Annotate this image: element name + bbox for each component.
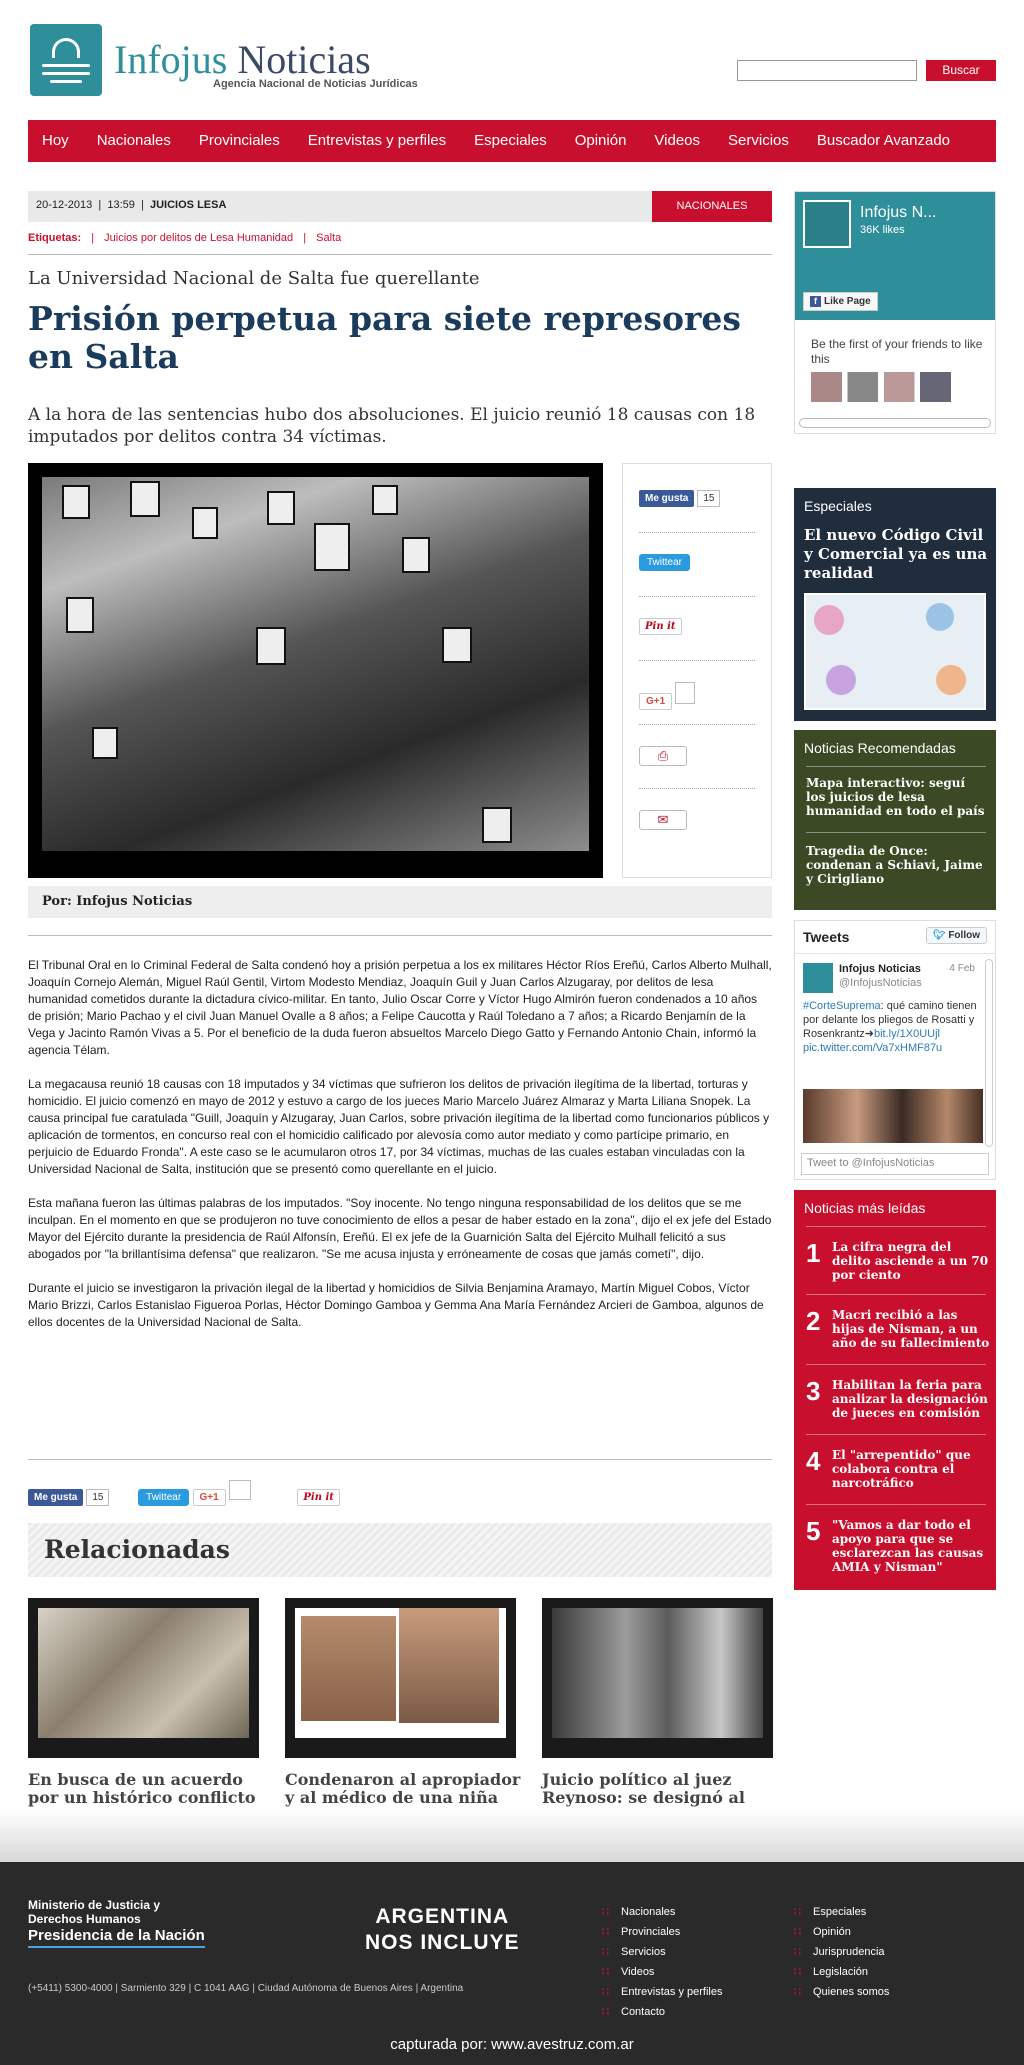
article-kicker: La Universidad Nacional de Salta fue querellante (28, 268, 480, 289)
most-read-rank: 5 (806, 1516, 821, 1546)
brand-infojus: Infojus (114, 37, 228, 82)
footer-link[interactable]: Entrevistas y perfiles (621, 1986, 723, 1998)
article-body (28, 957, 772, 1348)
most-read-rank: 3 (806, 1376, 821, 1406)
scrollbar[interactable] (985, 959, 993, 1147)
like-count: 15 (697, 490, 720, 507)
divider (28, 1459, 772, 1460)
article-lead: A la hora de las sentencias hubo dos absoluciones. El juicio reunió 18 causas con 18 imputados por delitos contra 34 víctimas. (28, 405, 756, 447)
footer-ministry[interactable]: Ministerio de Justicia y Derechos Humanos (28, 1898, 161, 1926)
gplus-count (675, 682, 695, 704)
tweet-link[interactable]: bit.ly/1X0UUjl (873, 1028, 940, 1040)
gplus-count (229, 1480, 251, 1500)
facebook-icon: f (810, 296, 821, 307)
tweets-heading: Tweets (803, 929, 850, 945)
section-badge[interactable]: NACIONALES (652, 191, 772, 222)
site-brand[interactable] (114, 38, 371, 82)
footer-address: (+5411) 5300-4000 | Sarmiento 329 | C 1041 AAG | Ciudad Autónoma de Buenos Aires | Argentina (28, 1983, 464, 1994)
article-byline: Por: Infojus Noticias (28, 886, 772, 918)
like-page-label: Like Page (824, 296, 871, 307)
most-read-heading: Noticias más leídas (804, 1200, 926, 1216)
footer-fade (0, 1808, 1024, 1862)
tweet-body: : qué camino tienen por delante los pliegos de Rosatti y Rosenkrantz➜ (803, 1000, 977, 1040)
facebook-like-button[interactable]: Me gusta (28, 1489, 83, 1506)
tags: Etiquetas: | Juicios por delitos de Lesa Humanidad | Salta (28, 232, 342, 244)
tweet-photo[interactable] (803, 1089, 983, 1143)
facebook-cover[interactable] (795, 192, 995, 320)
brand-tagline: Agencia Nacional de Noticias Jurídicas (213, 78, 418, 90)
infojus-logo-icon[interactable] (30, 24, 102, 96)
facebook-like-page-button[interactable] (803, 292, 878, 311)
footer-link[interactable]: Especiales (813, 1906, 867, 1918)
especiales-image[interactable] (804, 593, 986, 710)
article-paragraph: Esta mañana fueron las últimas palabras de los imputados. "Soy inocente. No tengo ninguna responsabilidad de los delitos que se me inculpan. En el momento en que se produjeron no tuve conocimiento de ellos a pesar de haber estado en la zona", dijo el ex jefe del Estado Mayor del Ejército durante la presidencia de Raúl Alfonsín, Ereñú. El ex jefe de la Guarnición Salta del Ejército Mulhall felicitó a sus abogados por "la brillantísima defensa" que realizaron. "Se me acusa injusta y erróneamente de cosas que jamás cometí", dijo. (28, 1196, 772, 1261)
tweet-text (803, 999, 983, 1055)
tag-link[interactable]: Salta (316, 232, 342, 244)
facebook-page-name[interactable]: Infojus N... (860, 204, 937, 221)
google-plus-button[interactable]: G+1 (639, 693, 672, 710)
most-read-item[interactable]: El "arrepentido" que colabora contra el narcotráfico (832, 1448, 971, 1490)
footer-links-col2: ∷ Especiales ∷ Opinión ∷ Jurisprudencia ∷ Legislación ∷ Quienes somos (794, 1906, 890, 1998)
tweet-to-input[interactable]: Tweet to @InfojusNoticias (801, 1153, 989, 1175)
article-paragraph: La megacausa reunió 18 causas con 18 imputados y 34 víctimas que sufrieron los delitos de privación ilegítima de la libertad, torturas y homicidio. El juicio comenzó en mayo de 2012 y estuvo a cargo de los jueces Mario Marcelo Juárez Almaraz y Marta Liliana Snopek. La causa principal fue caratulada "Guill, Joaquín y Alzugaray, Juan Carlos, sobre privación ilegítima de la libertad como funcionarios públicos y aplicación de tormentos, en concurso real con el homicidio calificado por alevosía como autor mediato y como partícipe primario, en perjuicio de Eduardo Fronda". A este caso se le acumularon otros 17, por 34 víctimas, muchas de las cuales estaban vinculadas con la Universidad Nacional de Salta, institución que se presentó como querellante en el juicio. (28, 1077, 770, 1176)
nav-item-servicios[interactable]: Servicios (728, 132, 789, 149)
nav-item-hoy[interactable]: Hoy (42, 132, 69, 149)
pinterest-button[interactable]: Pin it (297, 1489, 340, 1506)
related-image[interactable] (285, 1598, 516, 1758)
article-time: 13:59 (107, 199, 135, 211)
article-photo[interactable] (28, 463, 603, 878)
related-image[interactable] (542, 1598, 773, 1758)
search-button[interactable]: Buscar (926, 60, 996, 81)
capture-credit: capturada por: www.avestruz.com.ar (390, 2036, 634, 2053)
footer-link[interactable]: Servicios (621, 1946, 666, 1958)
nav-item-especiales[interactable]: Especiales (474, 132, 547, 149)
nav-item-provinciales[interactable]: Provinciales (198, 132, 280, 149)
nav-item-nacionales[interactable]: Nacionales (96, 132, 171, 149)
tweet-handle[interactable]: @InfojusNoticias (839, 977, 922, 989)
article-date: 20-12-2013 (36, 199, 93, 211)
recomendadas-heading: Noticias Recomendadas (804, 740, 956, 756)
most-read-item[interactable]: La cifra negra del delito asciende a un 70 por ciento (832, 1240, 989, 1282)
twitter-bird-icon: 🐦︎ (932, 930, 946, 941)
most-read-rank: 2 (806, 1306, 821, 1336)
divider (28, 254, 772, 255)
scrollbar[interactable] (799, 418, 991, 428)
nav-item-entrevistas[interactable]: Entrevistas y perfiles (307, 132, 447, 149)
article-paragraph: El Tribunal Oral en lo Criminal Federal de Salta condenó hoy a prisión perpetua a los ex militares Héctor Ríos Ereñú, Carlos Alberto Mulhall, Joaquín Cornejo Alemán, Miguel Raúl Gentil, Virtom Modesto Mendiaz, Joaquín Guil y Juan Carlos Alzugaray, por delitos de lesa humanidad cometidos durante la dictadura cívico-militar. En tanto, Julio Oscar Corre y Víctor Hugo Almirón fueron condenados a 10 años de prisión; Mario Pachao y el civil Juan Manuel Ovalle a 8 años; a Felipe Caucotta y Raúl Toledano a 7 años; a Ricardo Benjamín de la Vega y Jacinto Ramón Vivas a 5. Por el beneficio de la duda fueron absueltos Marcelo Diego Gatto y Fernando Antonio Chain, informó la agencia Télam. (28, 958, 772, 1057)
friend-avatars (811, 372, 951, 402)
especiales-widget (794, 488, 996, 721)
footer-link[interactable]: Videos (621, 1966, 655, 1978)
footer-presidency[interactable]: Presidencia de la Nación (28, 1927, 205, 1948)
printer-icon[interactable]: ⎙ (639, 746, 687, 766)
recomendadas-widget (794, 730, 996, 910)
related-title[interactable]: Juicio político al juez Reynoso: se designó al (542, 1770, 745, 1807)
footer-link[interactable]: Jurisprudencia (813, 1946, 885, 1958)
facebook-like-button[interactable]: Me gusta (639, 490, 694, 507)
especiales-heading: Especiales (804, 498, 872, 514)
article-paragraph: Durante el juicio se investigaron la privación ilegal de la libertad y homicidios de Silvia Benjamina Aramayo, Martín Miguel Cobos, Víctor Mario Brizzi, Carlos Estanislao Figueroa Porlas, Héctor Domingo Gamboa y Gemma Ana María Fernández Arcieri de Gamboa, algunos de ellos docentes de la Universidad Nacional de Salta. (28, 1281, 764, 1329)
like-count: 15 (86, 1489, 109, 1506)
footer-link[interactable]: Opinión (813, 1926, 851, 1938)
tweet-hashtag[interactable]: #CorteSuprema (803, 1000, 881, 1012)
search-input[interactable] (737, 60, 917, 81)
tweet-user[interactable]: Infojus Noticias (839, 963, 921, 975)
nav-item-videos[interactable]: Videos (654, 132, 701, 149)
follow-label: Follow (948, 930, 980, 941)
related-image[interactable] (28, 1598, 259, 1758)
footer-nos-incluye: NOS INCLUYE (365, 1931, 520, 1954)
most-read-item[interactable]: "Vamos a dar todo el apoyo para que se esclarezcan las causas AMIA y Nisman" (832, 1518, 984, 1574)
tweet-date[interactable]: 4 Feb (949, 963, 975, 974)
tags-label: Etiquetas: (28, 232, 82, 244)
facebook-like-count: 36K likes (860, 224, 905, 236)
footer-link[interactable]: Contacto (621, 2006, 666, 2018)
most-read-rank: 1 (806, 1238, 821, 1268)
footer-link[interactable]: Nacionales (621, 1906, 676, 1918)
share-panel (622, 463, 772, 878)
footer-links-col1: ∷ Nacionales ∷ Provinciales ∷ Servicios ∷ Videos ∷ Entrevistas y perfiles ∷ Contacto (602, 1906, 723, 2018)
twitter-follow-button[interactable] (926, 927, 987, 944)
most-read-rank: 4 (806, 1446, 821, 1476)
footer-link[interactable]: Legislación (813, 1966, 869, 1978)
tweet-link[interactable]: pic.twitter.com/Va7xHMF87u (803, 1042, 943, 1054)
nav-item-buscador[interactable]: Buscador Avanzado (816, 132, 951, 149)
main-nav (28, 120, 996, 162)
most-read-item[interactable]: Macri recibió a las hijas de Nisman, a un año de su fallecimiento (832, 1308, 990, 1350)
article-category: JUICIOS LESA (150, 199, 227, 211)
especiales-title[interactable]: El nuevo Código Civil y Comercial ya es una realidad (804, 526, 988, 582)
article-meta: 20-12-2013 | 13:59 | JUICIOS LESA (36, 199, 227, 211)
article-headline: Prisión perpetua para siete represores en Salta (28, 299, 741, 376)
nav-item-opinion[interactable]: Opinión (574, 132, 627, 149)
related-title[interactable]: Condenaron al apropiador y al médico de una niña (285, 1770, 521, 1807)
twitter-avatar[interactable] (803, 963, 833, 993)
twitter-share-button[interactable]: Twittear (639, 554, 690, 571)
argentina-nos-incluye-logo (365, 1904, 520, 1956)
divider (28, 935, 772, 936)
most-read-widget (794, 1190, 996, 1590)
related-title[interactable]: En busca de un acuerdo por un histórico conflicto (28, 1770, 256, 1807)
pinterest-button[interactable]: Pin it (639, 618, 682, 635)
tag-link[interactable]: Juicios por delitos de Lesa Humanidad (104, 232, 294, 244)
related-heading: Relacionadas (28, 1523, 772, 1577)
google-plus-button[interactable]: G+1 (193, 1489, 226, 1506)
facebook-friends-text: Be the first of your friends to like this (811, 337, 983, 366)
twitter-share-button[interactable]: Twittear (138, 1489, 189, 1506)
recomendadas-item[interactable]: Tragedia de Once: condenan a Schiavi, Jaime y Cirigliano (806, 844, 983, 886)
recomendadas-item[interactable]: Mapa interactivo: seguí los juicios de lesa humanidad en todo el país (806, 776, 985, 818)
envelope-icon[interactable]: ✉ (639, 810, 687, 830)
most-read-item[interactable]: Habilitan la feria para analizar la designación de jueces en comisión (832, 1378, 988, 1420)
twitter-widget (794, 920, 996, 1180)
footer-argentina: ARGENTINA (375, 1905, 510, 1928)
brand-noticias: Noticias (227, 37, 371, 82)
footer-link[interactable]: Quienes somos (813, 1986, 890, 1998)
share-bar-bottom (28, 1480, 340, 1506)
facebook-page-widget (794, 191, 996, 434)
footer-link[interactable]: Provinciales (621, 1926, 681, 1938)
